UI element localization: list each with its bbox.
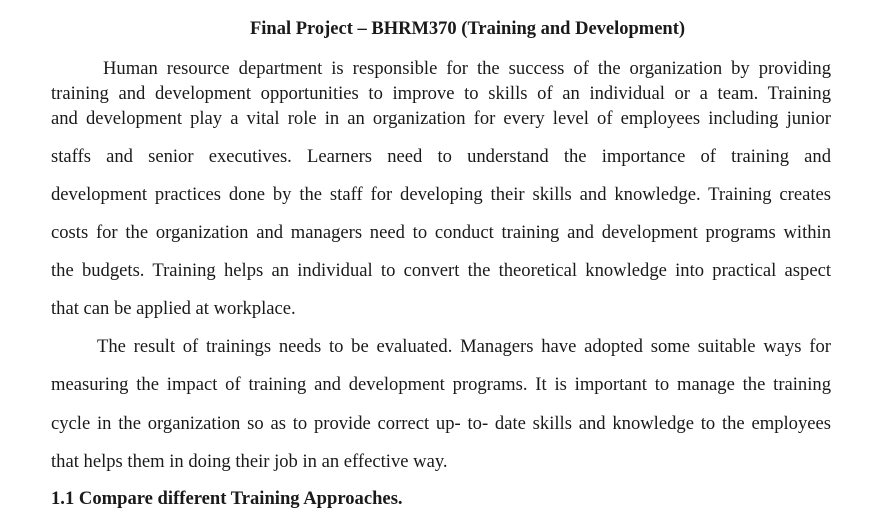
paragraph-line: The result of trainings needs to be evaluated. Managers have adopted some suitable ways for — [97, 336, 831, 357]
paragraph-line: cycle in the organization so as to provide correct up- to- date skills and knowledge to the employees — [51, 413, 831, 434]
paragraph-line: staffs and senior executives. Learners need to understand the importance of training and — [51, 146, 831, 167]
paragraph-line: training and development opportunities to improve to skills of an individual or a team. Training — [51, 83, 831, 104]
paragraph-line: Human resource department is responsible for the success of the organization by providing — [103, 58, 831, 79]
paragraph-line: the budgets. Training helps an individual to convert the theoretical knowledge into practical aspect — [51, 260, 831, 281]
paragraph-line: and development play a vital role in an organization for every level of employees including junior — [51, 108, 831, 129]
paragraph-line: that can be applied at workplace. — [51, 298, 296, 319]
paragraph-line: measuring the impact of training and development programs. It is important to manage the training — [51, 374, 831, 395]
section-heading: 1.1 Compare different Training Approaches. — [51, 488, 403, 509]
paragraph-line: development practices done by the staff for developing their skills and knowledge. Training creates — [51, 184, 831, 205]
paragraph-line: that helps them in doing their job in an effective way. — [51, 451, 448, 472]
document-title: Final Project – BHRM370 (Training and Development) — [249, 19, 686, 39]
paragraph-line: costs for the organization and managers need to conduct training and development programs within — [51, 222, 831, 243]
